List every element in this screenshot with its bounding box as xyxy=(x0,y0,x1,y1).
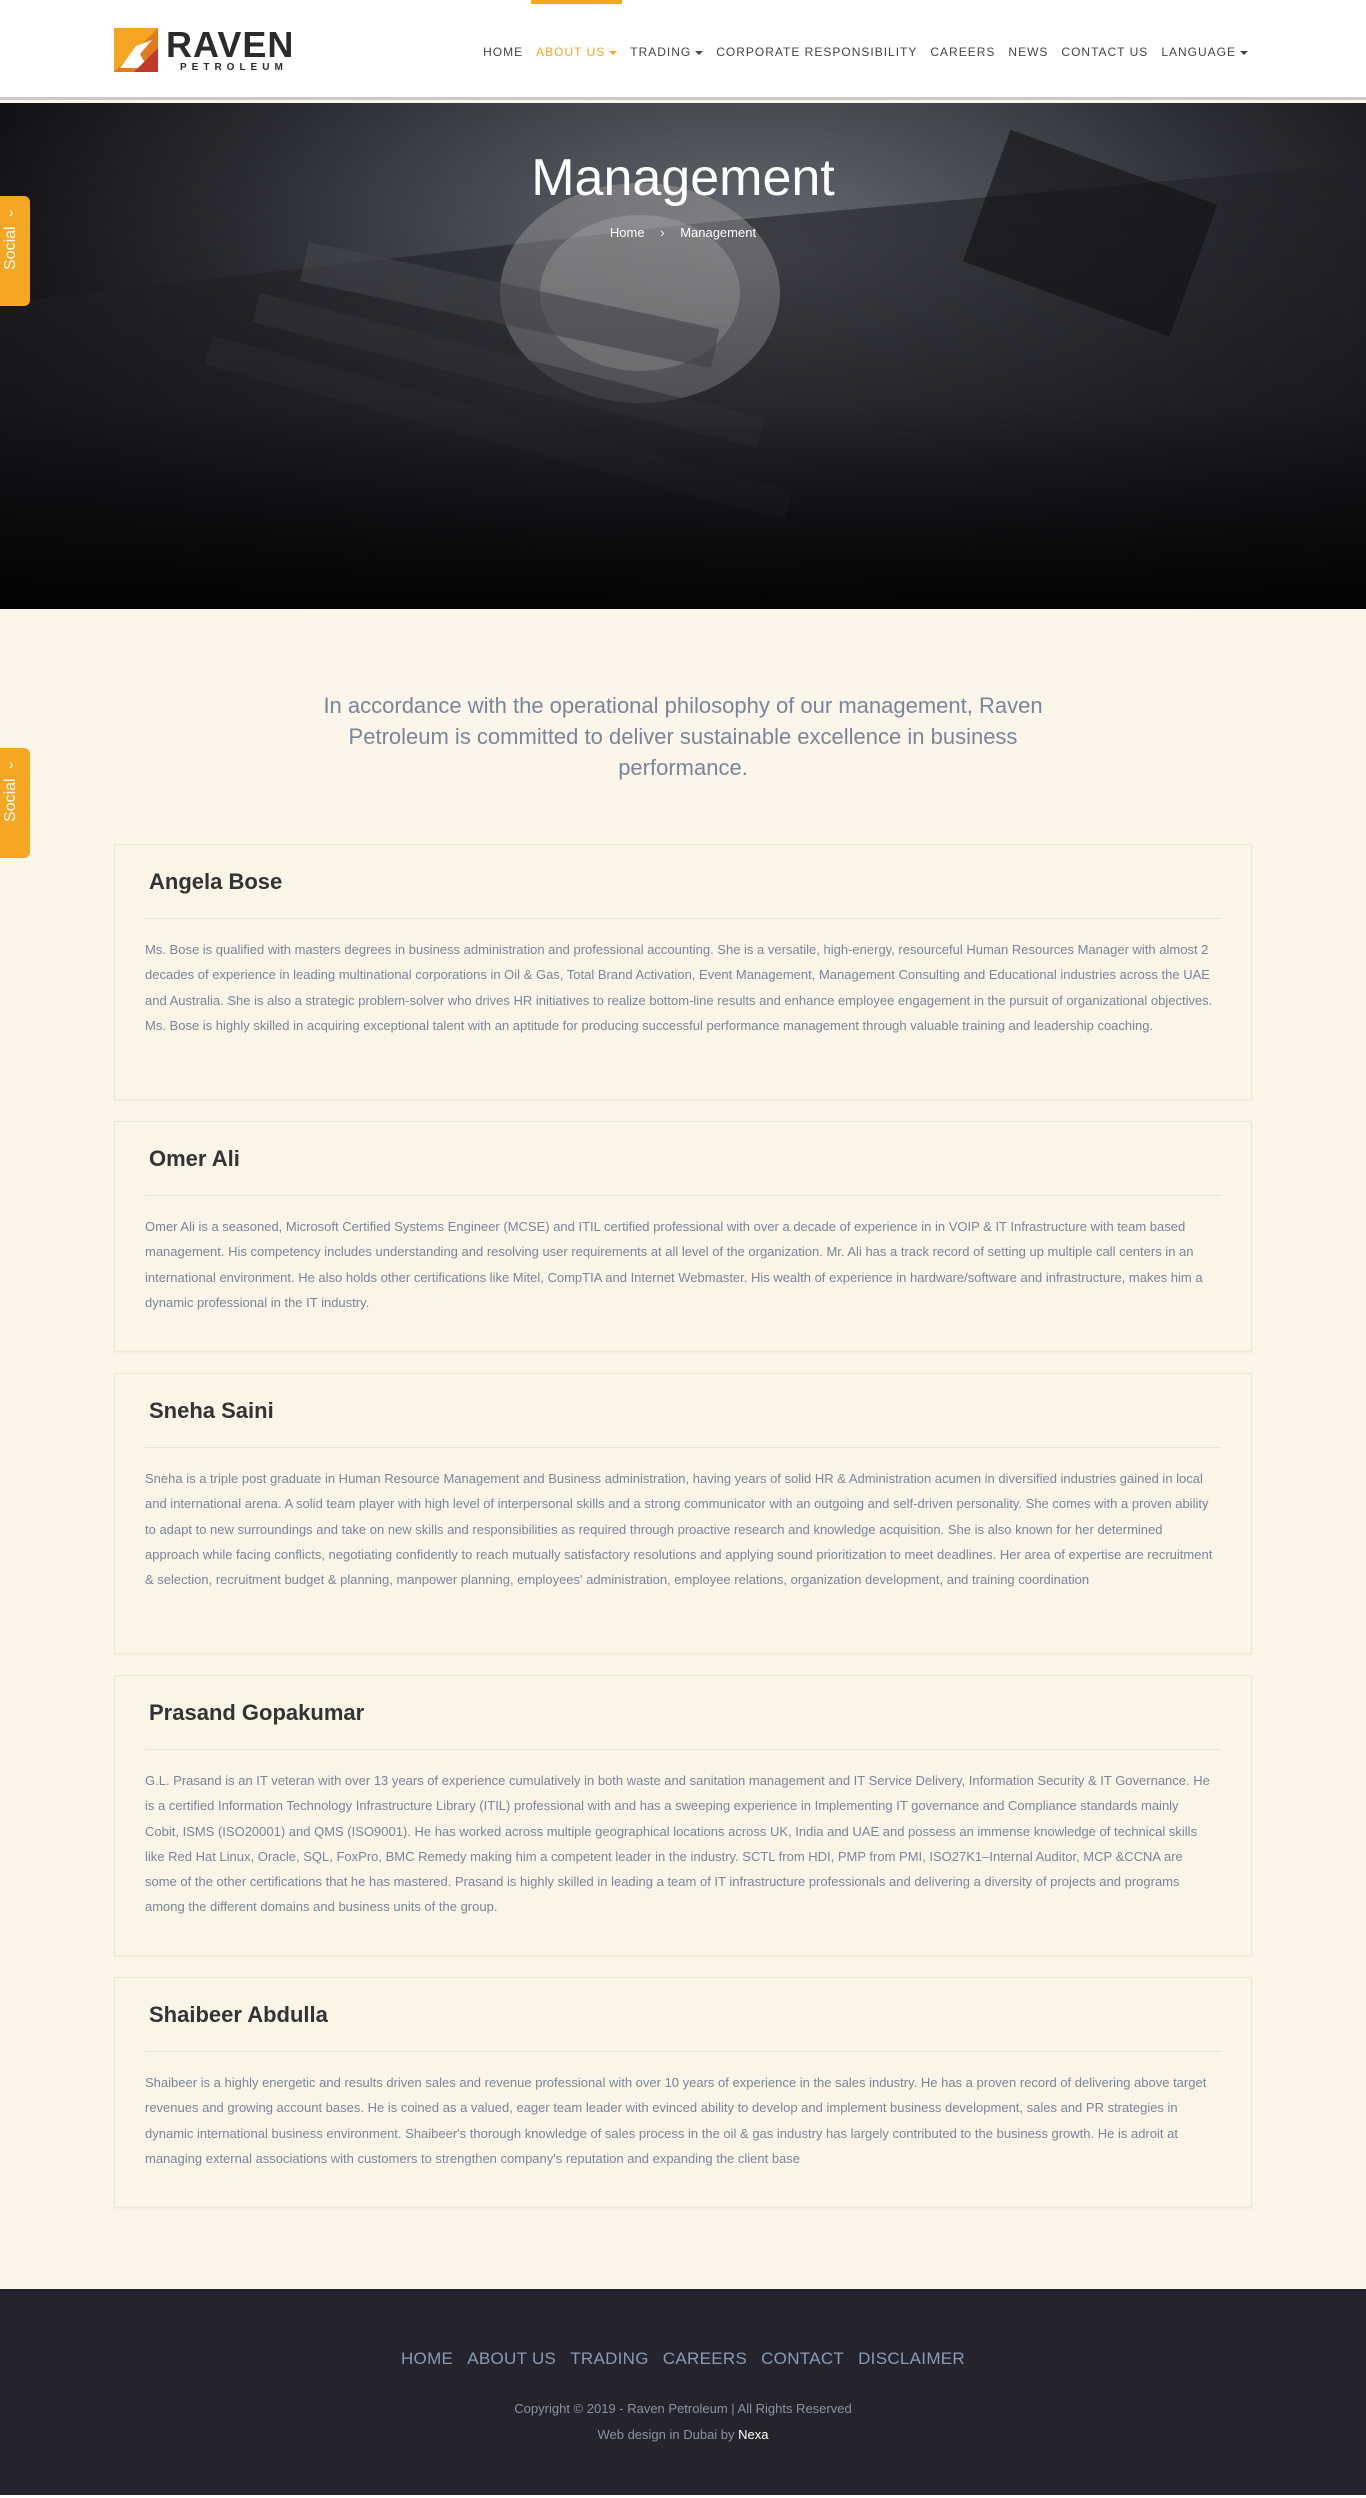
social-tab[interactable] xyxy=(0,196,30,306)
angle-right-icon: › xyxy=(660,225,665,240)
social-label: Social xyxy=(2,226,19,270)
footer-link-disclaimer[interactable]: DISCLAIMER xyxy=(858,2349,966,2368)
nav-language[interactable]: LANGUAGE xyxy=(1161,45,1248,59)
design-credit xyxy=(0,2427,1366,2442)
person-card xyxy=(114,1977,1252,2208)
caret-down-icon xyxy=(609,51,617,55)
person-bio: G.L. Prasand is an IT veteran with over 13 years of experience cumulatively in both waste and sanitation management and IT Service Delivery, Information Security & IT Governance. He is a certified Information Technology Infrastructure Library (ITIL) professional with and has a sweeping experience in Implementing IT governance and Compliance standards mainly Cobit, ISMS (ISO20001) and QMS (ISO9001). He has worked across multiple geographical locations across UK, India and UAE and possess an immense knowledge of technical skills like Red Hat Linux, Oracle, SQL, FoxPro, BMC Remedy making him a competent leader in the industry. SCTL from HDI, PMP from PMI, ISO27K1–Internal Auditor, MCP &CCNA are some of the other certifications that he has mastered. Prasand is highly skilled in leading a team of IT infrastructure professionals and delivering a diversity of projects and programs among the different domains and business units of the group. xyxy=(145,1773,1210,1915)
person-card xyxy=(114,1121,1252,1352)
person-bio: Omer Ali is a seasoned, Microsoft Certified Systems Engineer (MCSE) and ITIL certified professional with over a decade of experience in in VOIP & IT Infrastructure with team based management. His competency includes understanding and resolving user requirements at all level of the organization. Mr. Ali has a track record of setting up multiple call centers in an international environment. He also holds other certifications like Mitel, CompTIA and Internet Webmaster. His wealth of experience in hardware/software and infrastructure, makes him a dynamic professional in the IT industry. xyxy=(145,1219,1203,1310)
nav-home[interactable]: HOME xyxy=(483,45,524,59)
site-footer xyxy=(0,2289,1366,2498)
person-bio: Ms. Bose is qualified with masters degrees in business administration and professional accounting. She is a versatile, high-energy, resourceful Human Resources Manager with almost 2 decades of experience in leading multinational corporations in Oil & Gas, Total Brand Activation, Event Management, Management Consulting and Educational industries across the UAE and Australia. She is also a strategic problem-solver who drives HR initiatives to realize bottom-line results and enhance employee engagement in the pursuit of organizational objectives. Ms. Bose is highly skilled in acquiring exceptional talent with an aptitude for producing successful performance management through valuable training and leadership coaching. xyxy=(145,942,1213,1033)
social-label: Social xyxy=(2,778,19,822)
divider xyxy=(145,2051,1221,2052)
chevron-right-icon: › xyxy=(9,756,14,772)
raven-logo-icon xyxy=(114,28,158,72)
caret-down-icon xyxy=(1240,51,1248,55)
credit-prefix: Web design in Dubai by xyxy=(597,2427,735,2442)
social-tab[interactable] xyxy=(0,748,30,858)
footer-link-contact[interactable]: CONTACT xyxy=(761,2349,845,2368)
footer-link-home[interactable]: HOME xyxy=(400,2349,454,2368)
nav-contact-us[interactable]: CONTACT US xyxy=(1061,45,1149,59)
person-name: Prasand Gopakumar xyxy=(149,1700,365,1725)
page-title: Management xyxy=(531,149,835,207)
brand-name: RAVEN xyxy=(166,24,295,65)
person-name: Shaibeer Abdulla xyxy=(149,2002,328,2027)
intro-statement: In accordance with the operational philosophy of our management, Raven Petroleum is committed to deliver sustainable excellence in business performance. xyxy=(323,693,1043,780)
person-name: Sneha Saini xyxy=(149,1398,274,1423)
footer-link-about-us[interactable]: ABOUT US xyxy=(467,2349,557,2368)
nav-about-us[interactable]: ABOUT US xyxy=(536,45,617,59)
nav-careers[interactable]: CAREERS xyxy=(930,45,996,59)
main-nav xyxy=(483,45,1248,59)
hero-banner xyxy=(0,103,1366,609)
nexa-link[interactable]: Nexa xyxy=(738,2427,769,2442)
person-card xyxy=(114,844,1252,1100)
footer-nav xyxy=(0,2349,1366,2369)
divider xyxy=(145,1447,1221,1448)
site-header xyxy=(0,0,1366,100)
person-card xyxy=(114,1675,1252,1956)
person-bio: Shaibeer is a highly energetic and results driven sales and revenue professional with over 10 years of experience in the sales industry. He has a proven record of delivering above target revenues and growing account bases. He is coined as a valued, eager team leader with evinced ability to develop and implement business development, sales and PR strategies in dynamic international business environment. Shaibeer's thorough knowledge of sales process in the oil & gas industry has largely contributed to the business growth. He is adroit at managing external associations with customers to strengthen company's reputation and expanding the client base xyxy=(145,2075,1207,2166)
divider xyxy=(145,1749,1221,1750)
raven-petroleum-logo[interactable] xyxy=(114,26,310,74)
nav-corporate-responsibility[interactable]: CORPORATE RESPONSIBILITY xyxy=(716,45,918,59)
footer-link-trading[interactable]: TRADING xyxy=(570,2349,649,2368)
chevron-right-icon: › xyxy=(9,204,14,220)
brand-subtitle: PETROLEUM xyxy=(180,62,288,73)
person-card xyxy=(114,1373,1252,1654)
person-bio: Sneha is a triple post graduate in Human Resource Management and Business administration, having years of solid HR & Administration acumen in diversified industries gained in local and international arena. A solid team player with high level of interpersonal skills and a strong communicator with an outgoing and self-driven personality. She comes with a proven ability to adapt to new surroundings and take on new skills and responsibilities as required through proactive research and knowledge acquisition. She is also known for her determined approach while facing conflicts, negotiating confidently to reach mutually satisfactory resolutions and applying sound prioritization to meet deadlines. Her area of expertise are recruitment & selection, recruitment budget & planning, manpower planning, employees' administration, employee relations, organization development, and training coordination xyxy=(145,1471,1213,1588)
person-name: Omer Ali xyxy=(149,1146,240,1171)
caret-down-icon xyxy=(695,51,703,55)
person-name: Angela Bose xyxy=(149,869,283,894)
divider xyxy=(145,918,1221,919)
copyright-text: Copyright © 2019 - Raven Petroleum | All Rights Reserved xyxy=(514,2401,852,2416)
breadcrumb-current: Management xyxy=(680,225,757,240)
breadcrumb-home[interactable]: Home xyxy=(609,225,645,240)
divider xyxy=(145,1195,1221,1196)
nav-news[interactable]: NEWS xyxy=(1008,45,1049,59)
footer-link-careers[interactable]: CAREERS xyxy=(662,2349,748,2368)
breadcrumb xyxy=(0,225,1366,240)
nav-trading[interactable]: TRADING xyxy=(630,45,703,59)
